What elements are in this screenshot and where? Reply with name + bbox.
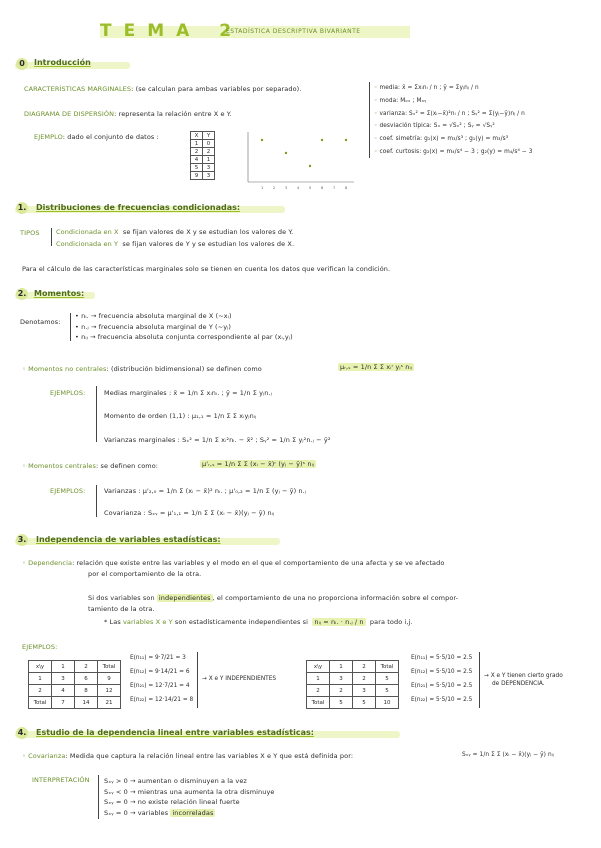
section-2-number: 2.	[17, 289, 27, 298]
x-tick-label: 1	[261, 186, 264, 190]
centrales-label: Momentos centrales	[28, 462, 97, 470]
no-centrales-formula: μᵣ,ₛ = 1/n Σ Σ xᵢʳ yⱼˢ nᵢⱼ	[340, 363, 412, 371]
x-tick-label: 6	[321, 186, 324, 190]
dependencia-label: Dependencia	[28, 559, 73, 567]
table-row	[29, 661, 121, 673]
condicion-note: Para el cálculo de las características marginales solo se tienen en cuenta los datos que verifican la condición.	[22, 265, 391, 273]
section-3-title: Independencia de variables estadísticas:	[36, 535, 221, 544]
table-cell: 2	[203, 148, 215, 156]
independientes-highlight: independientes	[158, 594, 211, 602]
table-cell: 2	[191, 148, 203, 156]
x-tick-label: 4	[297, 186, 300, 190]
incorreladas-highlight: incorreladas	[172, 808, 214, 817]
denotamos-label: Denotamos:	[20, 318, 61, 326]
formula-curtosis: ◦ coef. curtosis: g₂(x) = m₄/s⁴ − 3 ; g₂(y) = m₄/s⁴ − 3	[374, 148, 533, 155]
expected-value: E(n₁₂) = 9·14/21 = 6	[130, 669, 190, 675]
scatter-point	[285, 152, 287, 154]
covarianza-formula: Sₓᵧ = 1/n Σ Σ (xᵢ − x̄)(yⱼ − ȳ) nᵢⱼ	[462, 752, 554, 758]
diag-line	[24, 110, 232, 118]
carac-text: : (se calculan para ambas variables por separado).	[131, 85, 302, 93]
table-row: Total 7 14 21	[29, 697, 121, 709]
diag-label: DIAGRAMA DE DISPERSIÓN	[24, 110, 115, 118]
formula-varianza: ◦ varianza: Sₓ² = Σ(xᵢ−x̄)²nᵢ / n ; Sᵧ² = Σ(yⱼ−ȳ)nⱼ / n	[374, 110, 525, 117]
list-item: • n.ⱼ → frecuencia absoluta marginal de Y (~yⱼ)	[75, 322, 232, 331]
conclusion-1: → X e Y INDEPENDIENTES	[202, 676, 277, 682]
x-tick-label: 5	[309, 186, 312, 190]
centrales-text: : se definen como:	[96, 462, 159, 470]
page-subtitle: ESTADÍSTICA DESCRIPTIVA BIVARIANTE	[226, 28, 361, 35]
no-centrales-text: : (distribución bidimensional) se definen como	[106, 365, 262, 373]
independencia-line: Si dos variables son independientes , el comportamiento de una no proporciona información sobre el compor-	[88, 594, 459, 602]
expected-value: E(n₂₂) = 5·5/10 = 2.5	[411, 697, 473, 703]
table-row	[191, 164, 215, 172]
denotamos-brace	[70, 313, 71, 341]
expected-brace-1	[194, 652, 198, 708]
table-row: 2 4 8 12	[29, 685, 121, 697]
cond-y-line	[56, 240, 294, 248]
covarianza-line: ◦ Covarianza: Medida que captura la relación lineal entre las variables X e Y que está definida por:	[22, 752, 354, 760]
section-4-number: 4.	[17, 728, 27, 737]
section-0-title: Introducción	[34, 58, 91, 67]
scatter-point	[321, 139, 323, 141]
ejemplo-line	[34, 133, 159, 141]
list-item: • nᵢ. → frecuencia absoluta marginal de X (~xᵢ)	[75, 312, 232, 320]
tipos-label: TIPOS	[20, 229, 40, 237]
scatter-diagram	[242, 128, 362, 190]
section-1-title: Distribuciones de frecuencias condicionadas:	[36, 203, 241, 212]
table-header-cell: 2	[75, 661, 98, 673]
list-item: Sₓᵧ ≈ 0 → no existe relación lineal fuerte	[104, 798, 240, 806]
contingency-table-1	[28, 660, 121, 709]
carac-line	[24, 85, 301, 93]
centrales-line: ◦ Momentos centrales: se definen como:	[22, 462, 159, 470]
x-tick-label: 7	[333, 186, 336, 190]
cond-y-text: se fijan valores de Y y se estudian los valores de X.	[122, 240, 295, 248]
ejemplo-label: EJEMPLO	[34, 133, 63, 141]
table-header-cell: x\y	[29, 661, 52, 673]
interpretacion-brace	[98, 775, 99, 819]
ejemplo-medias: Medias marginales : x̄ = 1/n Σ xᵢnᵢ. ; ȳ = 1/n Σ yⱼn.ⱼ	[104, 389, 272, 397]
table-cell: 0	[203, 140, 215, 148]
table-cell: 9	[191, 172, 203, 180]
table-cell: 3	[203, 164, 215, 172]
expected-value: E(n₁₂) = 5·5/10 = 2.5	[411, 669, 473, 675]
contingency-table-2	[306, 660, 399, 709]
independencia-formula: nᵢⱼ = nᵢ. · n.ⱼ / n	[314, 618, 364, 626]
independencia-text-2: tamiento de la otra.	[88, 605, 155, 613]
covarianza-text: : Medida que captura la relación lineal entre las variables X e Y que está definida por:	[65, 752, 354, 760]
cond-x-label: Condicionada en X	[56, 228, 119, 236]
scatter-point	[261, 139, 263, 141]
expected-values-1	[130, 651, 193, 707]
table-header-cell: X	[191, 132, 203, 140]
table-header-cell: 1	[330, 661, 353, 673]
expected-value: E(n₁₁) = 9·7/21 = 3	[130, 655, 186, 661]
dependencia-text: : relación que existe entre las variables y el modo en el que el comportamiento de una afecta y se ve afectado	[72, 559, 445, 567]
table-row: 2 2 3 5	[307, 685, 399, 697]
table-row: 1 3 2 5	[307, 673, 399, 685]
ejemplos-brace-2	[96, 485, 97, 517]
covarianza-label: Covarianza	[28, 752, 66, 760]
diag-text: : representa la relación entre X e Y.	[114, 110, 232, 118]
x-tick-label: 3	[285, 186, 288, 190]
table-row: 1 3 6 9	[29, 673, 121, 685]
table-row	[191, 148, 215, 156]
table-row: Total 5 5 10	[307, 697, 399, 709]
table-header-cell: Total	[98, 661, 121, 673]
carac-label: CARACTERÍSTICAS MARGINALES	[24, 85, 132, 93]
table-header-cell: 2	[353, 661, 376, 673]
table-header-cell: Total	[376, 661, 399, 673]
expected-value: E(n₂₁) = 12·7/21 = 4	[130, 683, 190, 689]
list-item: Sₓᵧ = 0 → variables incorreladas	[104, 808, 214, 817]
ejemplo-covarianza: Covarianza : Sₓᵧ = μ'₁,₁ = 1/n Σ Σ (xᵢ − x̄)(yⱼ − ȳ) nᵢⱼ	[104, 509, 275, 517]
dependencia-line: ◦ Dependencia: relación que existe entre las variables y el modo en el que el comportamiento de una afecta y se ve afectado	[22, 559, 445, 567]
table-cell: 5	[191, 164, 203, 172]
table-cell: 3	[203, 172, 215, 180]
ejemplo-orden-11: Momento de orden (1,1) : μ₁,₁ = 1/n Σ Σ xᵢyⱼnᵢⱼ	[104, 412, 257, 420]
table-header-cell: x\y	[307, 661, 330, 673]
expected-value: E(n₂₁) = 5·5/10 = 2.5	[411, 683, 473, 689]
table-cell: 1	[203, 156, 215, 164]
list-item: Sₓᵧ < 0 → mientras una aumenta la otra disminuye	[104, 787, 275, 796]
table-row	[191, 140, 215, 148]
scatter-point	[309, 165, 311, 167]
list-item: Sₓᵧ > 0 → aumentan o disminuyen a la vez	[104, 777, 247, 785]
independencia-condition: * Las variables X e Y son estadísticamente independientes si nᵢⱼ = nᵢ. · n.ⱼ / n para todo i,j.	[104, 618, 413, 626]
expected-value: E(n₁₁) = 5·5/10 = 2.5	[411, 655, 473, 661]
formulas-brace	[369, 82, 370, 158]
section-2-title: Momentos:	[34, 289, 85, 298]
cond-x-line	[56, 228, 293, 236]
ejemplos-label-3: EJEMPLOS:	[22, 643, 58, 651]
section-3-number: 3.	[17, 535, 27, 544]
expected-value: E(n₂₂) = 12·14/21 = 8	[130, 697, 194, 703]
centrales-formula: μ'ᵣ,ₛ = 1/n Σ Σ (xᵢ − x̄)ʳ (yⱼ − ȳ)ˢ nᵢⱼ	[202, 460, 315, 468]
formula-desviacion: ◦ desviación típica: Sₓ = √Sₓ² ; Sᵧ = √Sᵧ²	[374, 123, 495, 130]
table-row	[191, 156, 215, 164]
list-item: • nᵢⱼ → frecuencia absoluta conjunta correspondiente al par (xᵢ,yⱼ)	[75, 333, 293, 341]
x-tick-label: 2	[273, 186, 276, 190]
page-title: TEMA 2	[100, 21, 244, 41]
interpretacion-list	[104, 776, 275, 818]
section-4-title: Estudio de la dependencia lineal entre variables estadísticas:	[36, 728, 314, 737]
scatter-point	[345, 139, 347, 141]
table-row	[191, 132, 215, 140]
denotamos-list	[75, 311, 293, 343]
interpretacion-label: INTERPRETACIÓN	[32, 776, 90, 784]
x-tick-label: 8	[345, 186, 348, 190]
example-data-table	[190, 131, 215, 180]
table-header-cell: 1	[52, 661, 75, 673]
ejemplos-brace-1	[96, 386, 97, 442]
dependencia-text-2: por el comportamiento de la otra.	[88, 570, 202, 578]
table-cell: 4	[191, 156, 203, 164]
ejemplos-label-2: EJEMPLOS:	[50, 487, 86, 495]
section-0-number: 0	[16, 58, 28, 70]
cond-y-label: Condicionada en Y	[56, 240, 119, 248]
table-row	[191, 172, 215, 180]
no-centrales-line: ◦ Momentos no centrales: (distribución bidimensional) se definen como	[22, 365, 262, 373]
tipos-brace	[51, 228, 52, 246]
no-centrales-label: Momentos no centrales	[28, 365, 107, 373]
section-1-number: 1.	[17, 203, 27, 212]
formula-moda: ◦ moda: Mₒₓ ; Mₒᵧ	[374, 97, 427, 104]
ejemplo-varianzas-centrales: Varianzas : μ'₂,₀ = 1/n Σ (xᵢ − x̄)² nᵢ. ; μ'₀,₂ = 1/n Σ (yⱼ − ȳ) n.ⱼ	[104, 487, 307, 495]
ejemplo-text: : dado el conjunto de datos :	[62, 133, 159, 141]
table-cell: 1	[191, 140, 203, 148]
marginal-formulas	[374, 82, 533, 159]
ejemplo-varianzas: Varianzas marginales : Sₓ² = 1/n Σ xᵢ²nᵢ. − x̄² ; Sᵧ² = 1/n Σ yⱼ²n.ⱼ − ȳ²	[104, 436, 331, 444]
formula-media: ◦ media: x̄ = Σxᵢnᵢ / n ; ȳ = Σyⱼnⱼ / n	[374, 85, 479, 91]
ejemplos-label-1: EJEMPLOS:	[50, 389, 86, 397]
cond-x-text: se fijan valores de X y se estudian los valores de Y.	[122, 228, 294, 236]
table-row	[307, 661, 399, 673]
table-header-cell: Y	[203, 132, 215, 140]
expected-brace-2	[476, 652, 480, 708]
formula-simetria: ◦ coef. simetría: g₁(x) = m₃/s³ ; g₁(y) = m₃/s³	[374, 136, 509, 143]
conclusion-2: → X e Y tienen cierto grado de DEPENDENCIA.	[484, 673, 563, 687]
expected-values-2	[411, 651, 472, 707]
